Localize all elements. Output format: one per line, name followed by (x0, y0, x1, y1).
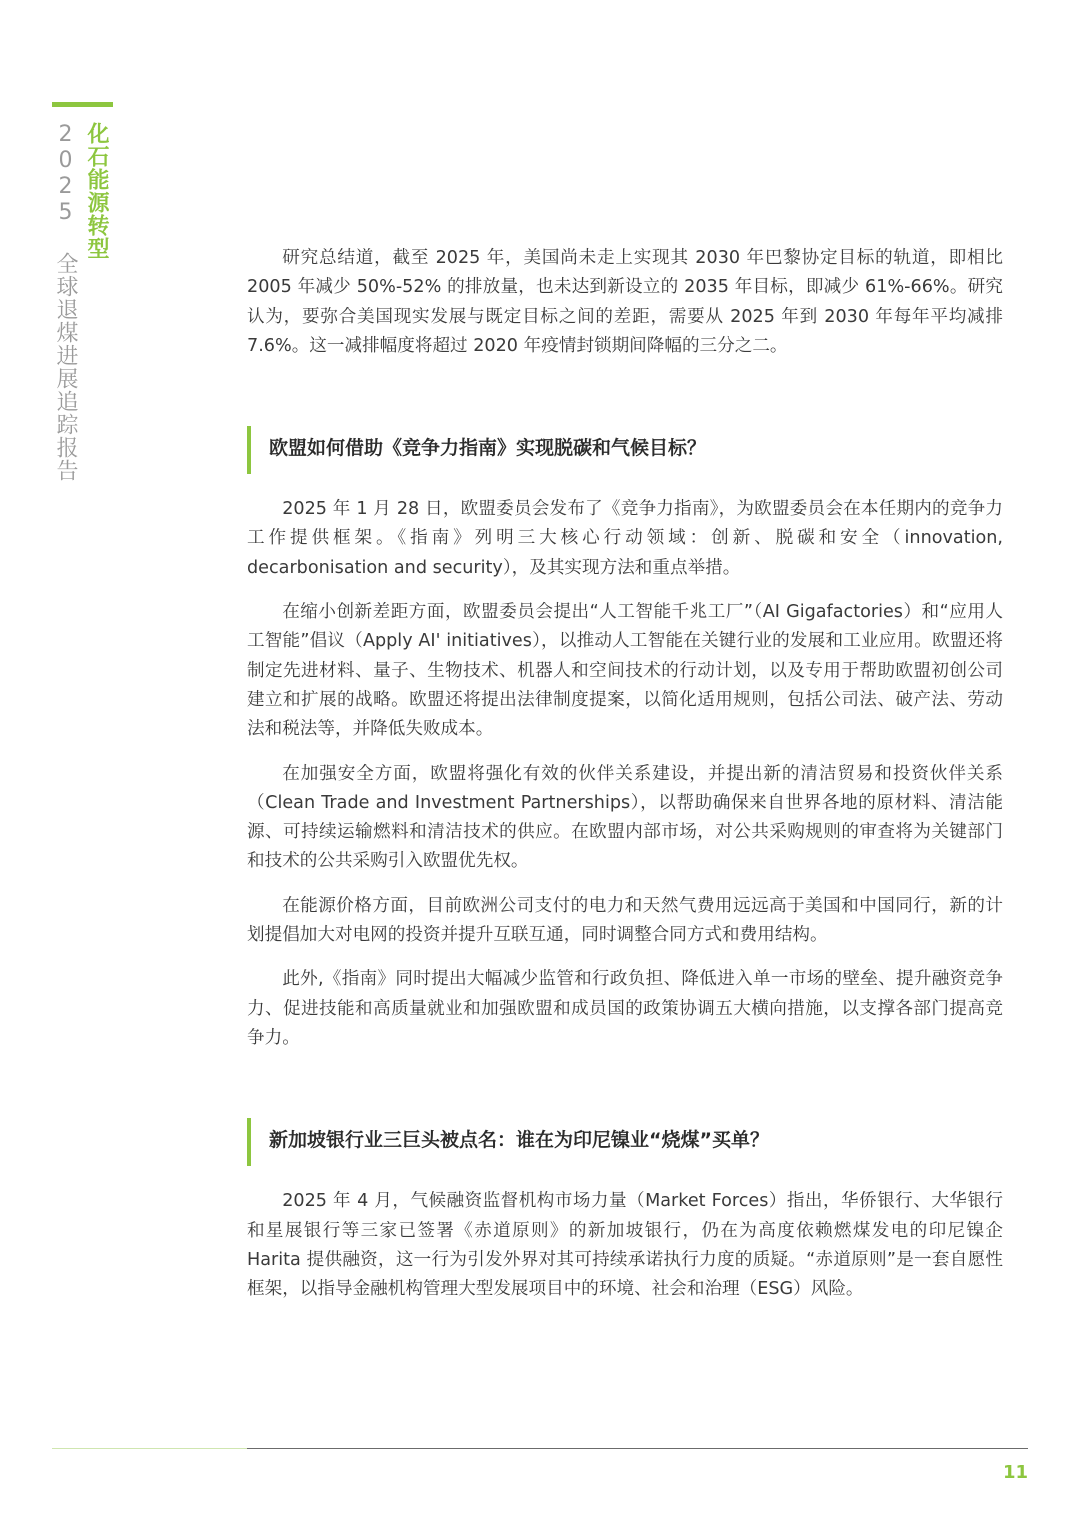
paragraph: 在能源价格方面，目前欧洲公司支付的电力和天然气费用远远高于美国和中国同行，新的计划提倡加大对电网的投资并提升互联互通，同时调整合同方式和费用结构。 (247, 895, 1003, 946)
sidebar-accent-bar (52, 102, 113, 107)
paragraph: 此外,《指南》同时提出大幅减少监管和行政负担、降低进入单一市场的壁垒、提升融资竞争力、促进技能和高质量就业和加强欧盟和成员国的政策协调五大横向措施，以支撑各部门提高竞争力。 (247, 969, 1003, 1048)
main-content (247, 244, 1003, 1304)
eu-section (247, 426, 1003, 1053)
report-title: 2025 全球退煤进展追踪报告 (53, 122, 78, 482)
paragraph: 2025 年 4 月，气候融资监督机构市场力量（Market Forces）指出，华侨银行、大华银行和星展银行等三家已签署《赤道原则》的新加坡银行，仍在为高度依赖燃煤发电的印尼镍企 Harita 提供融资，这一行为引发外界对其可持续承诺执行力度的质疑。“赤道原则”是一套自愿性框架，以指导金融机构管理大型发展项目中的环境、社会和治理（ESG）风险。 (247, 1191, 1003, 1300)
page-number: 11 (1002, 1462, 1028, 1483)
paragraph: 研究总结道，截至 2025 年，美国尚未走上实现其 2030 年巴黎协定目标的轨道，即相比 2005 年减少 50%-52% 的排放量，也未达到新设立的 2035 年目标，即减少 61%-66%。研究认为，要弥合美国现实发展与既定目标之间的差距，需要从 2025 年到 2030 年每年平均减排 7.6%。这一减排幅度将超过 2020 年疫情封锁期间降幅的三分之二。 (247, 248, 1003, 356)
footer-divider (247, 1448, 1028, 1449)
singapore-section (247, 1118, 1003, 1304)
intro-section (247, 244, 1003, 361)
chapter-title: 化石能源转型 (84, 122, 109, 260)
paragraph: 在加强安全方面，欧盟将强化有效的伙伴关系建设，并提出新的清洁贸易和投资伙伴关系（Clean Trade and Investment Partnerships），以帮助确保来自世界各地的原材料、清洁能源、可持续运输燃料和清洁技术的供应。在欧盟内部市场，对公共采购规则的审查将为关键部门和技术的公共采购引入欧盟优先权。 (247, 763, 1003, 872)
paragraph: 在缩小创新差距方面，欧盟委员会提出“人工智能千兆工厂”（AI Gigafactories）和“应用人工智能”倡议（Apply AI' initiatives），以推动人工智能在关键行业的发展和工业应用。欧盟还将制定先进材料、量子、生物技术、机器人和空间技术的行动计划，以及专用于帮助欧盟初创公司建立和扩展的战略。欧盟还将提出法律制度提案，以简化适用规则，包括公司法、破产法、劳动法和税法等，并降低失败成本。 (247, 602, 1003, 740)
footer-divider-accent (52, 1448, 247, 1449)
paragraph: 2025 年 1 月 28 日，欧盟委员会发布了《竞争力指南》，为欧盟委员会在本任期内的竞争力工作提供框架。《指南》列明三大核心行动领域：创新、脱碳和安全（innovation, decarbonisation and security），及其实现方法和重点举措。 (247, 499, 1003, 578)
section-heading-singapore: 新加坡银行业三巨头被点名：谁在为印尼镍业“烧煤”买单？ (247, 1118, 1003, 1166)
section-heading-eu: 欧盟如何借助《竞争力指南》实现脱碳和气候目标？ (247, 426, 1003, 474)
